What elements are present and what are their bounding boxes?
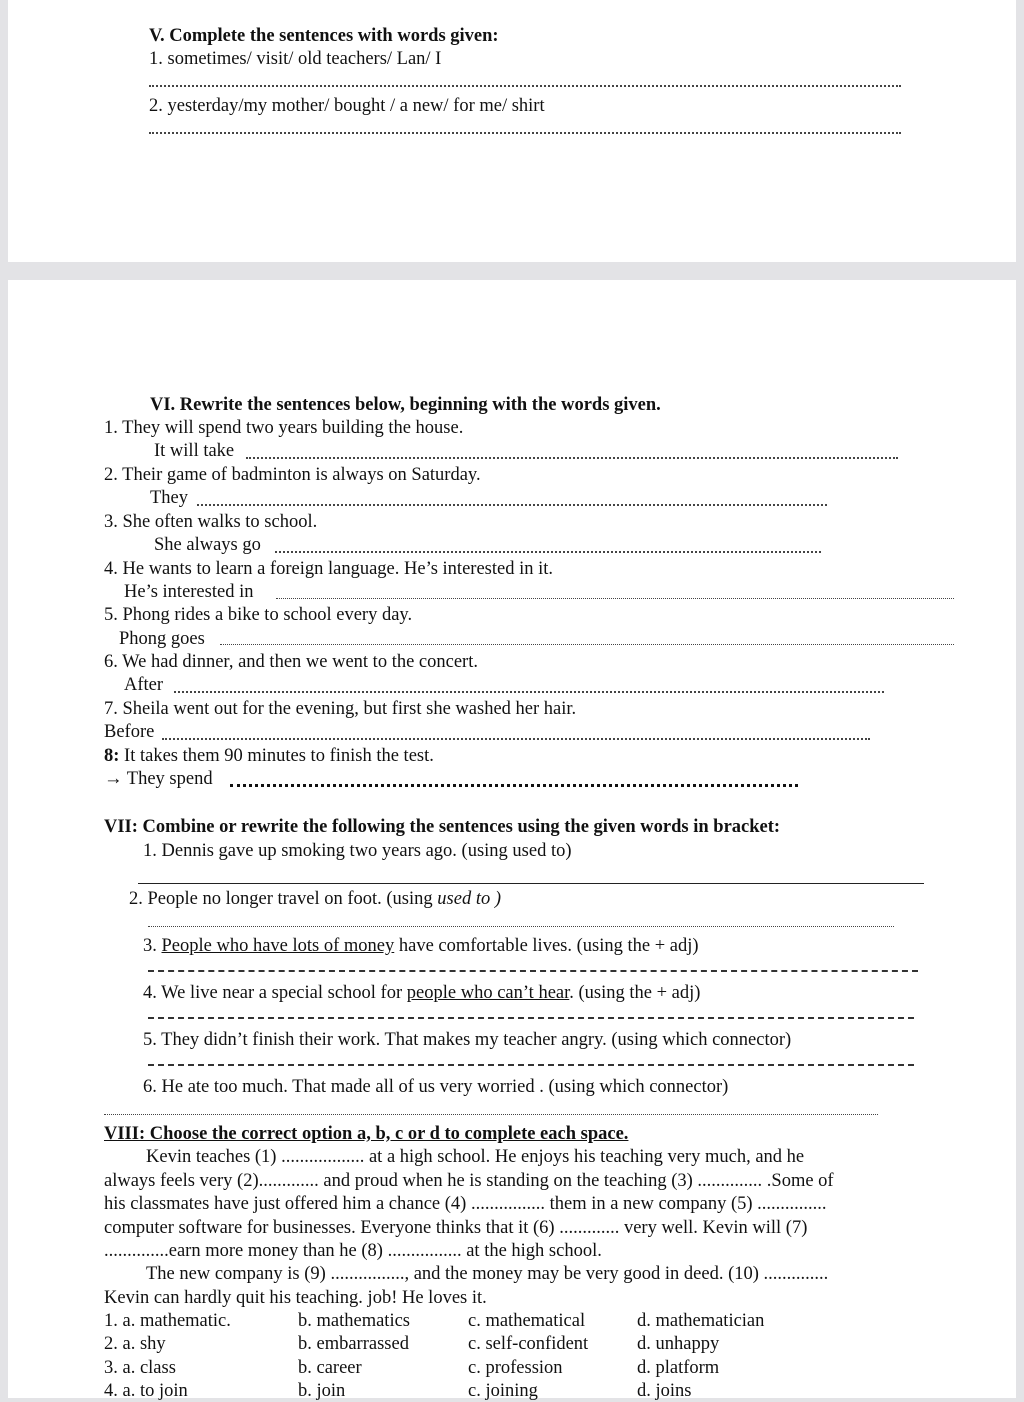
answer-line: [149, 132, 901, 134]
s7-item-2-text: 2. People no longer travel on foot. (using: [129, 889, 438, 909]
s6-a7-prompt: Before: [104, 722, 155, 742]
passage-line-5: [104, 1240, 602, 1262]
answer-line: [138, 883, 924, 884]
section-6-title: VI. Rewrite the sentences below, beginning with the words given.: [150, 395, 661, 415]
q3-option-a: 3. a. class: [104, 1358, 176, 1378]
blank-8: ................: [387, 1241, 462, 1261]
blank-1: ..................: [281, 1147, 365, 1167]
q4-option-a: 4. a. to join: [104, 1381, 188, 1401]
s6-q8-number: 8:: [104, 746, 120, 766]
q4-option-c: c. joining: [468, 1381, 538, 1401]
q1-option-b: b. mathematics: [298, 1311, 410, 1331]
blank-3: ..............: [697, 1171, 763, 1191]
passage-line-3: [104, 1193, 827, 1215]
s7-item-4-rest: . (using the + adj): [569, 983, 701, 1003]
s7-item-3-rest: have comfortable lives. (using the + adj): [394, 936, 699, 956]
worksheet-page-2: [8, 280, 1016, 1401]
s6-a2-prompt: They: [150, 488, 189, 508]
q1-option-c: c. mathematical: [468, 1311, 586, 1331]
s6-q7: 7. Sheila went out for the evening, but first she washed her hair.: [104, 699, 577, 719]
passage-line-4: [104, 1217, 807, 1239]
s6-q5: 5. Phong rides a bike to school every day.: [104, 605, 413, 625]
passage-text: them in a new company (5): [549, 1194, 753, 1214]
s6-a1-prompt: It will take: [154, 441, 235, 461]
s7-item-3: [143, 935, 699, 957]
s7-item-5: 5. They didn’t finish their work. That makes my teacher angry. (using which connector): [143, 1030, 792, 1050]
answer-line: [148, 1017, 914, 1019]
section-8-title: VIII: Choose the correct option a, b, c or d to complete each space.: [104, 1124, 629, 1144]
passage-line-1: [146, 1146, 804, 1168]
passage-text: and the money may be very good in deed. (10): [413, 1264, 759, 1284]
s7-item-6: 6. He ate too much. That made all of us very worried . (using which connector): [143, 1077, 729, 1097]
q4-option-d: d. joins: [637, 1381, 692, 1401]
passage-text: and proud when he is standing on the teaching (3): [323, 1171, 693, 1191]
passage-line-7: Kevin can hardly quit his teaching. job! He loves it.: [104, 1288, 487, 1308]
section-7-title: VII: Combine or rewrite the following the sentences using the given words in bracket:: [104, 817, 781, 837]
answer-line: [148, 926, 894, 927]
s6-a6-prompt: After: [124, 675, 164, 695]
passage-text: always feels very (2): [104, 1171, 259, 1191]
answer-line: [148, 970, 918, 972]
s6-q8-text: It takes them 90 minutes to finish the test.: [119, 746, 434, 766]
worksheet-page-1: [8, 0, 1016, 262]
q4-option-b: b. join: [298, 1381, 346, 1401]
passage-text: very well. Kevin will (7): [623, 1218, 808, 1238]
blank-5: ...............: [757, 1194, 827, 1214]
passage-text: his classmates have just offered him a chance (4): [104, 1194, 467, 1214]
blank-2: .............: [258, 1171, 319, 1191]
passage-text: .Some of: [766, 1171, 834, 1191]
q2-option-a: 2. a. shy: [104, 1334, 166, 1354]
blank-10: ..............: [763, 1264, 829, 1284]
blank-6: .............: [559, 1218, 620, 1238]
s7-item-3-underlined: People who have lots of money: [161, 936, 395, 956]
s7-item-4: [143, 982, 700, 1004]
s7-item-1: 1. Dennis gave up smoking two years ago. (using used to): [143, 841, 572, 861]
passage-text: earn more money than he (8): [168, 1241, 383, 1261]
s6-a8-prompt: → They spend: [104, 769, 213, 789]
answer-line: [276, 598, 954, 599]
q3-option-c: c. profession: [468, 1358, 563, 1378]
blank-9: ................,: [330, 1264, 410, 1284]
q1-option-d: d. mathematician: [637, 1311, 765, 1331]
section-5-item-2: 2. yesterday/my mother/ bought / a new/ for me/ shirt: [149, 96, 545, 116]
passage-text: at a high school. He enjoys his teaching very much, and he: [368, 1147, 805, 1167]
s6-a3-prompt: She always go: [154, 535, 261, 555]
s7-item-2-hint: used to ): [437, 889, 501, 909]
answer-line: [275, 551, 821, 553]
s7-item-4-underlined: people who can’t hear: [406, 983, 570, 1003]
s6-q6: 6. We had dinner, and then we went to the concert.: [104, 652, 478, 672]
q2-option-d: d. unhappy: [637, 1334, 720, 1354]
q3-option-d: d. platform: [637, 1358, 720, 1378]
q2-option-c: c. self-confident: [468, 1334, 589, 1354]
answer-line: [149, 85, 901, 87]
passage-line-6: [146, 1263, 828, 1285]
s7-item-2: [129, 888, 501, 910]
answer-line: [174, 691, 884, 693]
answer-line: [220, 644, 954, 645]
answer-line: [197, 504, 827, 506]
s6-q4: 4. He wants to learn a foreign language. He’s interested in it.: [104, 559, 553, 579]
s7-item-4-text: 4. We live near a special school for: [143, 983, 407, 1003]
answer-line: [230, 784, 798, 787]
s6-a4-prompt: He’s interested in: [124, 582, 254, 602]
s6-q1: 1. They will spend two years building the house.: [104, 418, 464, 438]
blank-4: ................: [470, 1194, 545, 1214]
answer-line: [104, 1114, 878, 1115]
s6-q8: [104, 745, 434, 767]
s6-q3: 3. She often walks to school.: [104, 512, 318, 532]
blank-7: ..............: [104, 1241, 169, 1261]
section-5-item-1: 1. sometimes/ visit/ old teachers/ Lan/ I: [149, 49, 442, 69]
q2-option-b: b. embarrassed: [298, 1334, 409, 1354]
section-5-title: V. Complete the sentences with words given:: [149, 26, 499, 46]
answer-line: [162, 738, 870, 740]
answer-line: [246, 457, 898, 459]
passage-text: at the high school.: [466, 1241, 602, 1261]
s7-item-3-number: 3.: [143, 936, 162, 956]
q1-option-a: 1. a. mathematic.: [104, 1311, 231, 1331]
answer-line: [148, 1064, 914, 1066]
passage-text: The new company is (9): [146, 1264, 326, 1284]
s6-a5-prompt: Phong goes: [119, 629, 205, 649]
passage-line-2: [104, 1170, 834, 1192]
q3-option-b: b. career: [298, 1358, 362, 1378]
s6-q2: 2. Their game of badminton is always on Saturday.: [104, 465, 481, 485]
passage-text: computer software for businesses. Everyone thinks that it (6): [104, 1218, 555, 1238]
passage-text: Kevin teaches (1): [146, 1147, 277, 1167]
